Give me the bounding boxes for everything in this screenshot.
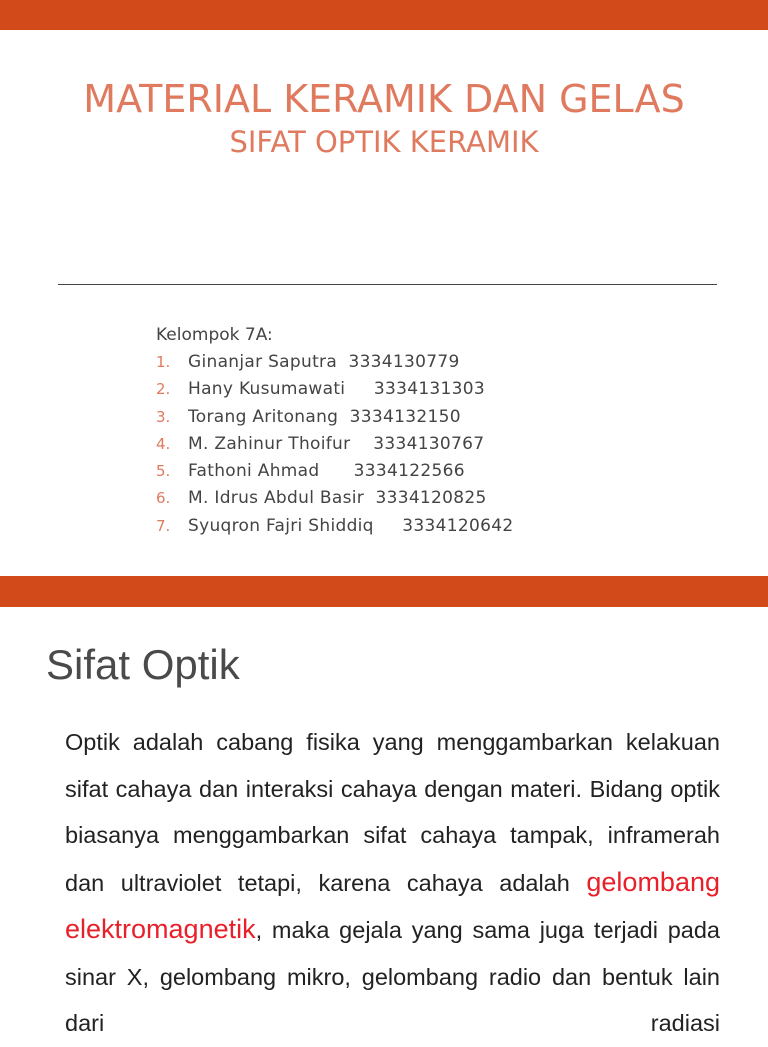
member-item — [156, 376, 513, 403]
divider-line — [58, 284, 717, 285]
member-number: 5. — [156, 462, 171, 481]
member-text: M. Zahinur Thoifur 3334130767 — [188, 433, 485, 454]
member-text: Syuqron Fajri Shiddiq 3334120642 — [188, 515, 514, 536]
body-text-end: , maka gejala yang sama juga terjadi pada sinar X, gelombang mikro, gelombang radio dan bentuk lain dari radiasi — [65, 917, 720, 1036]
title-block — [0, 76, 768, 160]
member-item — [156, 485, 513, 512]
section-accent-bar — [0, 576, 768, 607]
member-text: M. Idrus Abdul Basir 3334120825 — [188, 488, 487, 509]
member-item — [156, 513, 513, 540]
slide-heading: Sifat Optik — [46, 641, 240, 688]
slide-subtitle: SIFAT OPTIK KERAMIK — [229, 125, 539, 159]
group-info — [156, 322, 513, 540]
group-label: Kelompok 7A: — [156, 325, 273, 345]
body-text-start: Optik adalah cabang fisika yang menggambarkan kelakuan sifat cahaya dan interaksi cahaya dengan materi. Bidang optik biasanya menggambarkan sifat cahaya tampak, inframerah dan ultraviolet tetapi, karena cahaya adalah — [65, 729, 720, 896]
member-item — [156, 458, 513, 485]
member-item — [156, 431, 513, 458]
member-number: 3. — [156, 407, 171, 426]
member-number: 1. — [156, 353, 171, 371]
member-text: Torang Aritonang 3334132150 — [188, 406, 461, 427]
top-accent-bar — [0, 0, 768, 30]
member-item — [156, 404, 513, 431]
member-number: 4. — [156, 434, 171, 453]
member-text: Hany Kusumawati 3334131303 — [188, 379, 486, 400]
member-number: 7. — [156, 516, 171, 535]
member-number: 2. — [156, 380, 171, 399]
body-paragraph — [65, 719, 720, 1047]
member-text: Fathoni Ahmad 3334122566 — [188, 461, 465, 482]
member-item — [156, 349, 513, 376]
highlighted-term: gelombang elektromagnetik — [65, 866, 720, 944]
member-list — [156, 349, 513, 540]
member-text: Ginanjar Saputra 3334130779 — [188, 352, 460, 372]
member-number: 6. — [156, 489, 171, 508]
slide-title: MATERIAL KERAMIK DAN GELAS — [83, 77, 685, 121]
